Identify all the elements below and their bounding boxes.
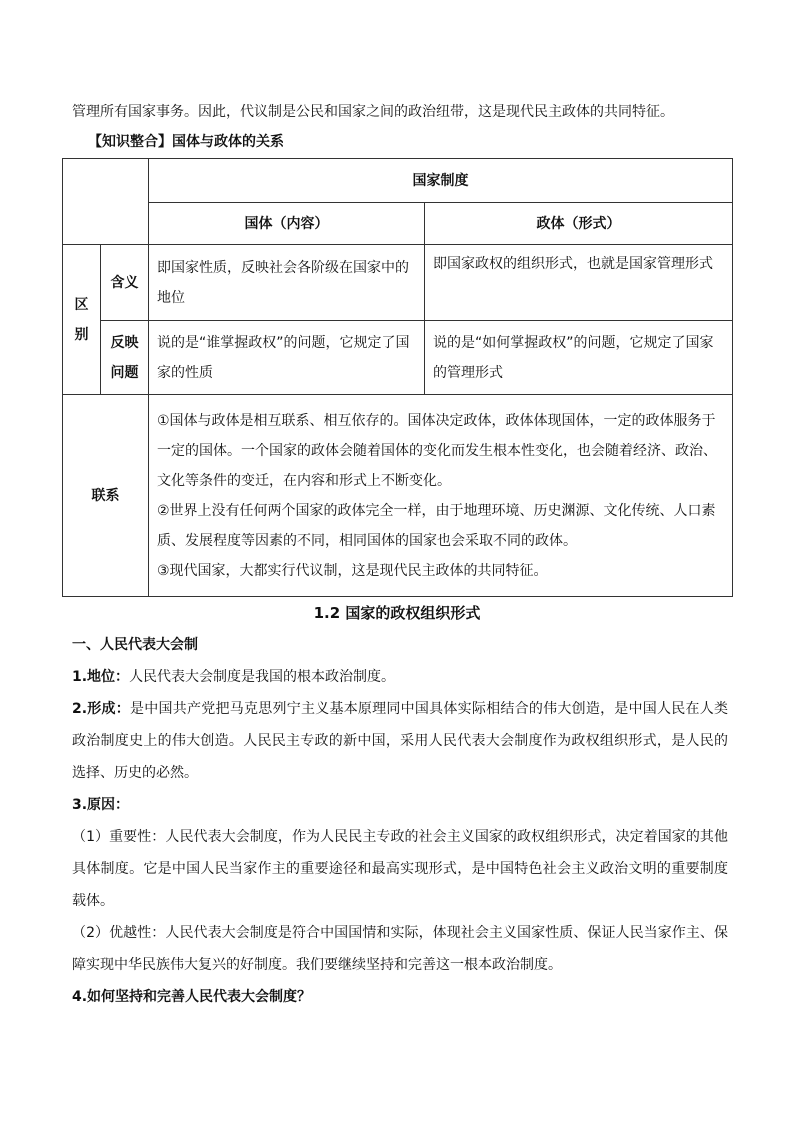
row-label-fanying: 反映问题 — [101, 321, 149, 395]
table-corner-cell — [63, 159, 149, 245]
lianxi-point-2: ②世界上没有任何两个国家的政体完全一样，由于地理环境、历史渊源、文化传统、人口素质、发展程度等因素的不同，相同国体的国家也会采取不同的政体。 — [157, 502, 716, 549]
knowledge-integration-title: 【知识整合】国体与政体的关系 — [88, 134, 284, 150]
header-guoti: 国体（内容） — [149, 203, 425, 245]
row-label-qubie: 区别 — [63, 245, 101, 395]
state-polity-relation-table — [62, 158, 733, 597]
paragraph-diwei — [72, 661, 728, 693]
heading-rendai-zhidu: 一、人民代表大会制 — [72, 637, 198, 653]
section-title: 1.2 国家的政权组织形式 — [313, 604, 481, 622]
cell-fanying-zhengti: 说的是“如何掌握政权”的问题，它规定了国家的管理形式 — [425, 321, 733, 395]
lianxi-point-3: ③现代国家，大都实行代议制，这是现代民主政体的共同特征。 — [157, 562, 548, 579]
paragraph-ruhe-jianchi — [72, 981, 728, 1013]
paragraph-xingcheng — [72, 693, 728, 789]
cell-hanyi-zhengti: 即国家政权的组织形式，也就是国家管理形式 — [425, 245, 733, 321]
text-diwei: 人民代表大会制度是我国的根本政治制度。 — [129, 669, 396, 685]
cell-hanyi-guoti: 即国家性质，反映社会各阶级在国家中的地位 — [149, 245, 425, 321]
cell-fanying-guoti: 说的是“谁掌握政权”的问题，它规定了国家的性质 — [149, 321, 425, 395]
label-diwei: 1.地位： — [72, 669, 130, 685]
label-xingcheng: 2.形成： — [72, 701, 131, 717]
intro-paragraph: 管理所有国家事务。因此，代议制是公民和国家之间的政治纽带，这是现代民主政体的共同特征。 — [72, 104, 674, 120]
lianxi-point-1: ①国体与政体是相互联系、相互依存的。国体决定政体，政体体现国体，一定的政体服务于一定的国体。一个国家的政体会随着国体的变化而发生根本性变化，也会随着经济、政治、文化等条件的变迁，在内容和形式上不断变化。 — [157, 412, 717, 489]
text-xingcheng: 是中国共产党把马克思列宁主义基本原理同中国具体实际相结合的伟大创造，是中国人民在人类政治制度史上的伟大创造。人民民主专政的新中国，采用人民代表大会制度作为政权组织形式，是人民的选择、历史的必然。 — [72, 701, 729, 781]
label-yuanyin: 3.原因： — [72, 797, 130, 813]
cell-lianxi — [149, 395, 733, 597]
header-guojia-zhidu: 国家制度 — [149, 159, 733, 203]
paragraph-yuanyin-label — [72, 789, 728, 821]
paragraph-youyuexing: （2）优越性：人民代表大会制度是符合中国国情和实际，体现社会主义国家性质、保证人民当家作主、保障实现中华民族伟大复兴的好制度。我们要继续坚持和完善这一根本政治制度。 — [72, 925, 728, 973]
paragraph-zhongyaoxing: （1）重要性：人民代表大会制度，作为人民民主专政的社会主义国家的政权组织形式，决定着国家的其他具体制度。它是中国人民当家作主的重要途径和最高实现形式，是中国特色社会主义政治文明的重要制度载体。 — [72, 829, 728, 909]
row-label-lianxi: 联系 — [63, 395, 149, 597]
header-zhengti: 政体（形式） — [425, 203, 733, 245]
label-ruhe-jianchi: 4.如何坚持和完善人民代表大会制度？ — [72, 989, 312, 1005]
row-label-hanyi: 含义 — [101, 245, 149, 321]
